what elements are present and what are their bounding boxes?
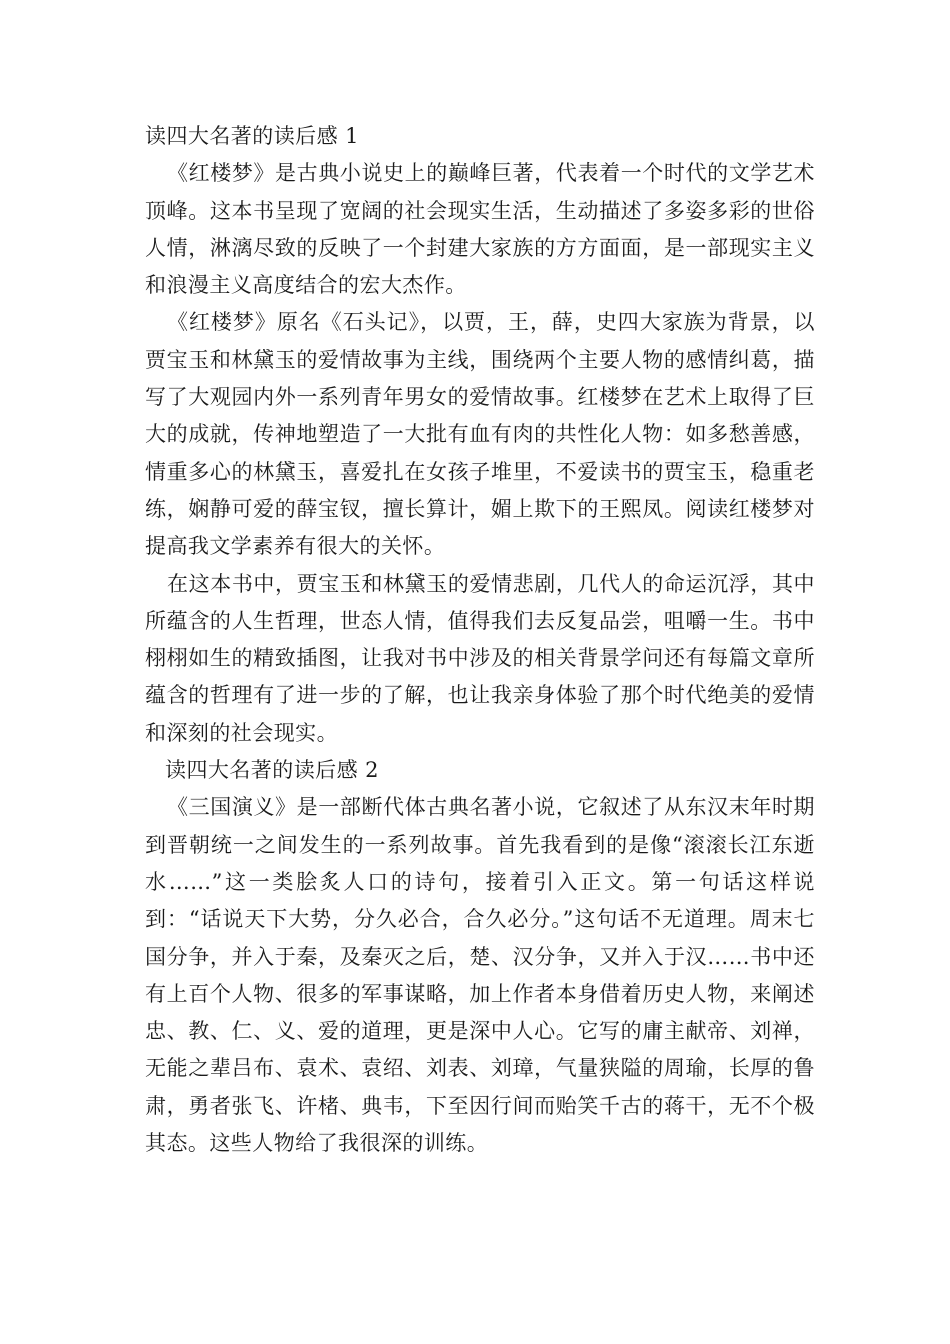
section-heading-1: 读四大名著的读后感 1 xyxy=(145,124,359,148)
section-heading-2: 读四大名著的读后感 2 xyxy=(165,758,379,783)
section-1-paragraph-3: 在这本书中，贾宝玉和林黛玉的爱情悲剧，几代人的命运沉浮，其中所蕴含的人生哲理，世态人情，值得我们去反复品尝，咀嚼一生。书中栩栩如生的精致插图，让我对书中涉及的相关背景学问还有每篇文章所蕴含的哲理有了进一步的了解，也让我亲身体验了那个时代绝美的爱情和深刻的社会现实。 xyxy=(145,571,815,745)
section-1-paragraph-2: 《红楼梦》原名《石头记》，以贾，王，薛，史四大家族为背景，以贾宝玉和林黛玉的爱情故事为主线，围绕两个主要人物的感情纠葛，描写了大观园内外一系列青年男女的爱情故事。红楼梦在艺术上取得了巨大的成就，传神地塑造了一大批有血有肉的共性化人物：如多愁善感，情重多心的林黛玉，喜爱扎在女孩子堆里，不爱读书的贾宝玉，稳重老练，娴静可爱的薛宝钗，擅长算计，媚上欺下的王熙凤。阅读红楼梦对提高我文学素养有很大的关怀。 xyxy=(145,310,815,559)
document-page xyxy=(145,118,815,1162)
section-2-paragraph-1: 《三国演义》是一部断代体古典名著小说，它叙述了从东汉末年时期到晋朝统一之间发生的一系列故事。首先我看到的是像“滚滚长江东逝水……”这一类脍炙人口的诗句，接着引入正文。第一句话这样说到：“话说天下大势，分久必合，合久必分。”这句话不无道理。周末七国分争，并入于秦，及秦灭之后，楚、汉分争，又并入于汉……书中还有上百个人物、很多的军事谋略，加上作者本身借着历史人物，来阐述忠、教、仁、义、爱的道理，更是深中人心。它写的庸主献帝、刘禅，无能之辈吕布、袁术、袁绍、刘表、刘璋，气量狭隘的周瑜，长厚的鲁肃，勇者张飞、许楮、典韦，下至因行间而贻笑千古的蒋干，无不个极其态。这些人物给了我很深的训练。 xyxy=(145,795,815,1156)
section-1-paragraph-1: 《红楼梦》是古典小说史上的巅峰巨著，代表着一个时代的文学艺术顶峰。这本书呈现了宽阔的社会现实生活，生动描述了多姿多彩的世俗人情，淋漓尽致的反映了一个封建大家族的方方面面，是一部现实主义和浪漫主义高度结合的宏大杰作。 xyxy=(145,161,815,298)
